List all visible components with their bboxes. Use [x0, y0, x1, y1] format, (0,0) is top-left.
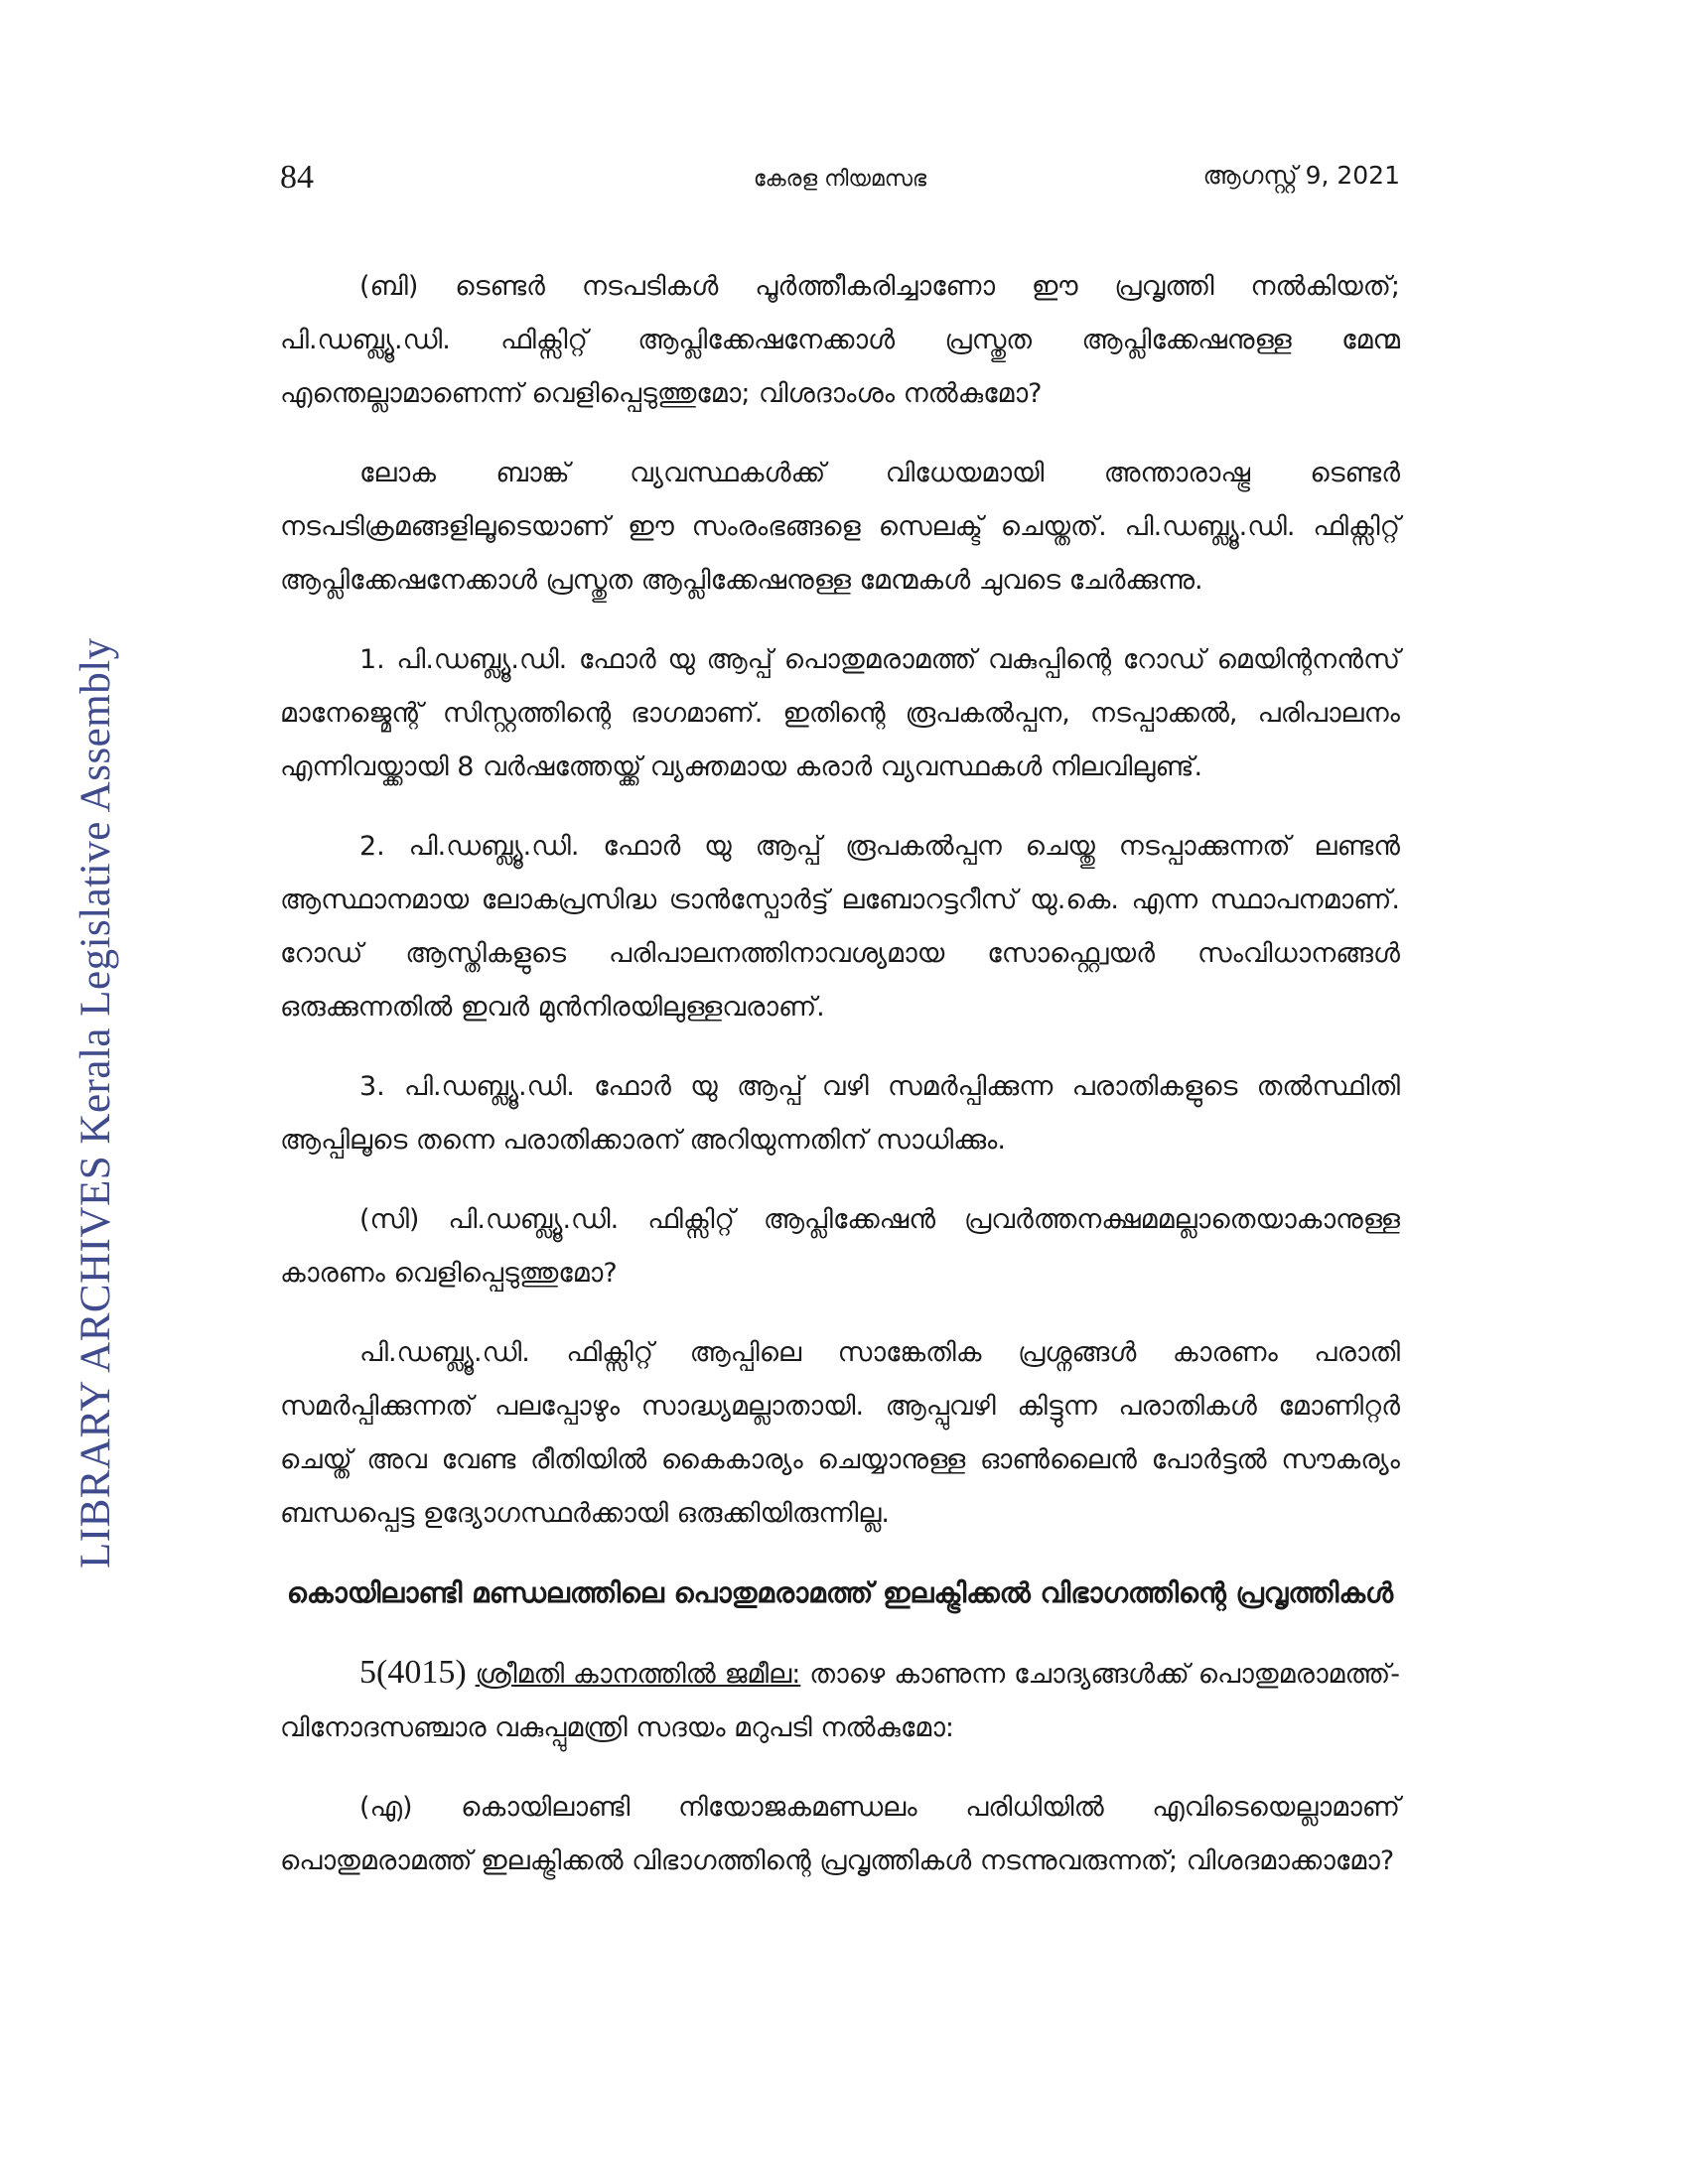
- page-number: 84: [280, 159, 314, 196]
- section-heading: കൊയിലാണ്ടി മണ്ഡലത്തിലെ പൊതുമരാമത്ത് ഇലക്ട്രിക്കൽ വിഭാഗത്തിന്റെ പ്രവൃത്തികൾ: [286, 1576, 1394, 1609]
- question-c-paragraph: (സി) പി.ഡബ്ല്യൂ.ഡി. ഫിക്സിറ്റ് ആപ്ലിക്കേഷൻ പ്രവർത്തനക്ഷമമല്ലാതെയാകാനുള്ള കാരണം വെളിപ്പെടുത്തുമോ?: [280, 1204, 1400, 1289]
- question-a-paragraph: (എ) കൊയിലാണ്ടി നിയോജകമണ്ഡലം പരിധിയിൽ എവിടെയെല്ലാമാണ് പൊതുമരാമത്ത് ഇലക്ട്രിക്കൽ വിഭാഗത്തിന്റെ പ്രവൃത്തികൾ നടന്നുവരുന്നത്; വിശദമാക്കാമോ?: [280, 1792, 1400, 1876]
- member-name: ശ്രീമതി കാനത്തിൽ ജമീല:: [475, 1659, 801, 1690]
- page-header: [280, 159, 1400, 218]
- question-intro-paragraph: [280, 1646, 1400, 1755]
- running-title: കേരള നിയമസഭ: [753, 167, 927, 192]
- page-body: [280, 260, 1400, 1914]
- answer-point-2: 2. പി.ഡബ്ല്യൂ.ഡി. ഫോർ യു ആപ്പ് രൂപകൽപ്പന ചെയ്തു നടപ്പാക്കുന്നത് ലണ്ടൻ ആസ്ഥാനമായ ലോകപ്രസിദ്ധ ട്രാൻസ്പോർട്ട് ലബോറട്ടറീസ് യു.കെ. എന്ന സ്ഥാപനമാണ്. റോഡ് ആസ്തികളുടെ പരിപാലനത്തിനാവശ്യമായ സോഫ്റ്റ്വെയർ സംവിധാനങ്ങൾ ഒരുക്കുന്നതിൽ ഇവർ മുൻനിരയിലുള്ളവരാണ്.: [280, 831, 1400, 1023]
- answer-point-1: 1. പി.ഡബ്ല്യൂ.ഡി. ഫോർ യു ആപ്പ് പൊതുമരാമത്ത് വകുപ്പിന്റെ റോഡ് മെയിന്റനൻസ് മാനേജ്മെന്റ് സിസ്റ്റത്തിന്റെ ഭാഗമാണ്. ഇതിന്റെ രൂപകൽപ്പന, നടപ്പാക്കൽ, പരിപാലനം എന്നിവയ്ക്കായി 8 വർഷത്തേയ്ക്ക് വ്യക്തമായ കരാർ വ്യവസ്ഥകൾ നിലവിലുണ്ട്.: [280, 644, 1400, 782]
- question-b-paragraph: (ബി) ടെണ്ടർ നടപടികൾ പൂർത്തീകരിച്ചാണോ ഈ പ്രവൃത്തി നൽകിയത്; പി.ഡബ്ല്യൂ.ഡി. ഫിക്സിറ്റ് ആപ്ലിക്കേഷനേക്കാൾ പ്രസ്തുത ആപ്ലിക്കേഷനുള്ള മേന്മ എന്തെല്ലാമാണെന്ന് വെളിപ്പെടുത്തുമോ; വിശദാംശം നൽകുമോ?: [280, 271, 1400, 409]
- answer-point-3: 3. പി.ഡബ്ല്യൂ.ഡി. ഫോർ യു ആപ്പ് വഴി സമർപ്പിക്കുന്ന പരാതികളുടെ തൽസ്ഥിതി ആപ്പിലൂടെ തന്നെ പരാതിക്കാരന് അറിയുന്നതിന് സാധിക്കും.: [280, 1071, 1400, 1156]
- question-number: 5(4015): [359, 1654, 467, 1691]
- answer-b-paragraph: ലോക ബാങ്ക് വ്യവസ്ഥകൾക്ക് വിധേയമായി അന്താരാഷ്ട്ര ടെണ്ടർ നടപടിക്രമങ്ങളിലൂടെയാണ് ഈ സംരംഭങ്ങളെ സെലക്ട് ചെയ്തത്. പി.ഡബ്ല്യൂ.ഡി. ഫിക്സിറ്റ് ആപ്ലിക്കേഷനേക്കാൾ പ്രസ്തുത ആപ്ലിക്കേഷനുള്ള മേന്മകൾ ചുവടെ ചേർക്കുന്നു.: [280, 458, 1400, 596]
- archive-watermark: LIBRARY ARCHIVES Kerala Legislative Assembly: [72, 637, 119, 1569]
- answer-c-paragraph: പി.ഡബ്ല്യൂ.ഡി. ഫിക്സിറ്റ് ആപ്പിലെ സാങ്കേതിക പ്രശ്നങ്ങൾ കാരണം പരാതി സമർപ്പിക്കുന്നത് പലപ്പോഴും സാദ്ധ്യമല്ലാതായി. ആപ്പുവഴി കിട്ടുന്ന പരാതികൾ മോണിറ്റർ ചെയ്ത് അവ വേണ്ട രീതിയിൽ കൈകാര്യം ചെയ്യാനുള്ള ഓൺലൈൻ പോർട്ടൽ സൗകര്യം ബന്ധപ്പെട്ട ഉദ്യോഗസ്ഥർക്കായി ഒരുക്കിയിരുന്നില്ല.: [280, 1337, 1400, 1529]
- page-date: ആഗസ്റ്റ് 9, 2021: [1202, 161, 1400, 190]
- question-intro-text: താഴെ കാണുന്ന ചോദ്യങ്ങൾക്ക് പൊതുമരാമത്ത്-വിനോദസഞ്ചാര വകുപ്പുമന്ത്രി സദയം മറുപടി നൽകുമോ:: [280, 1659, 1400, 1743]
